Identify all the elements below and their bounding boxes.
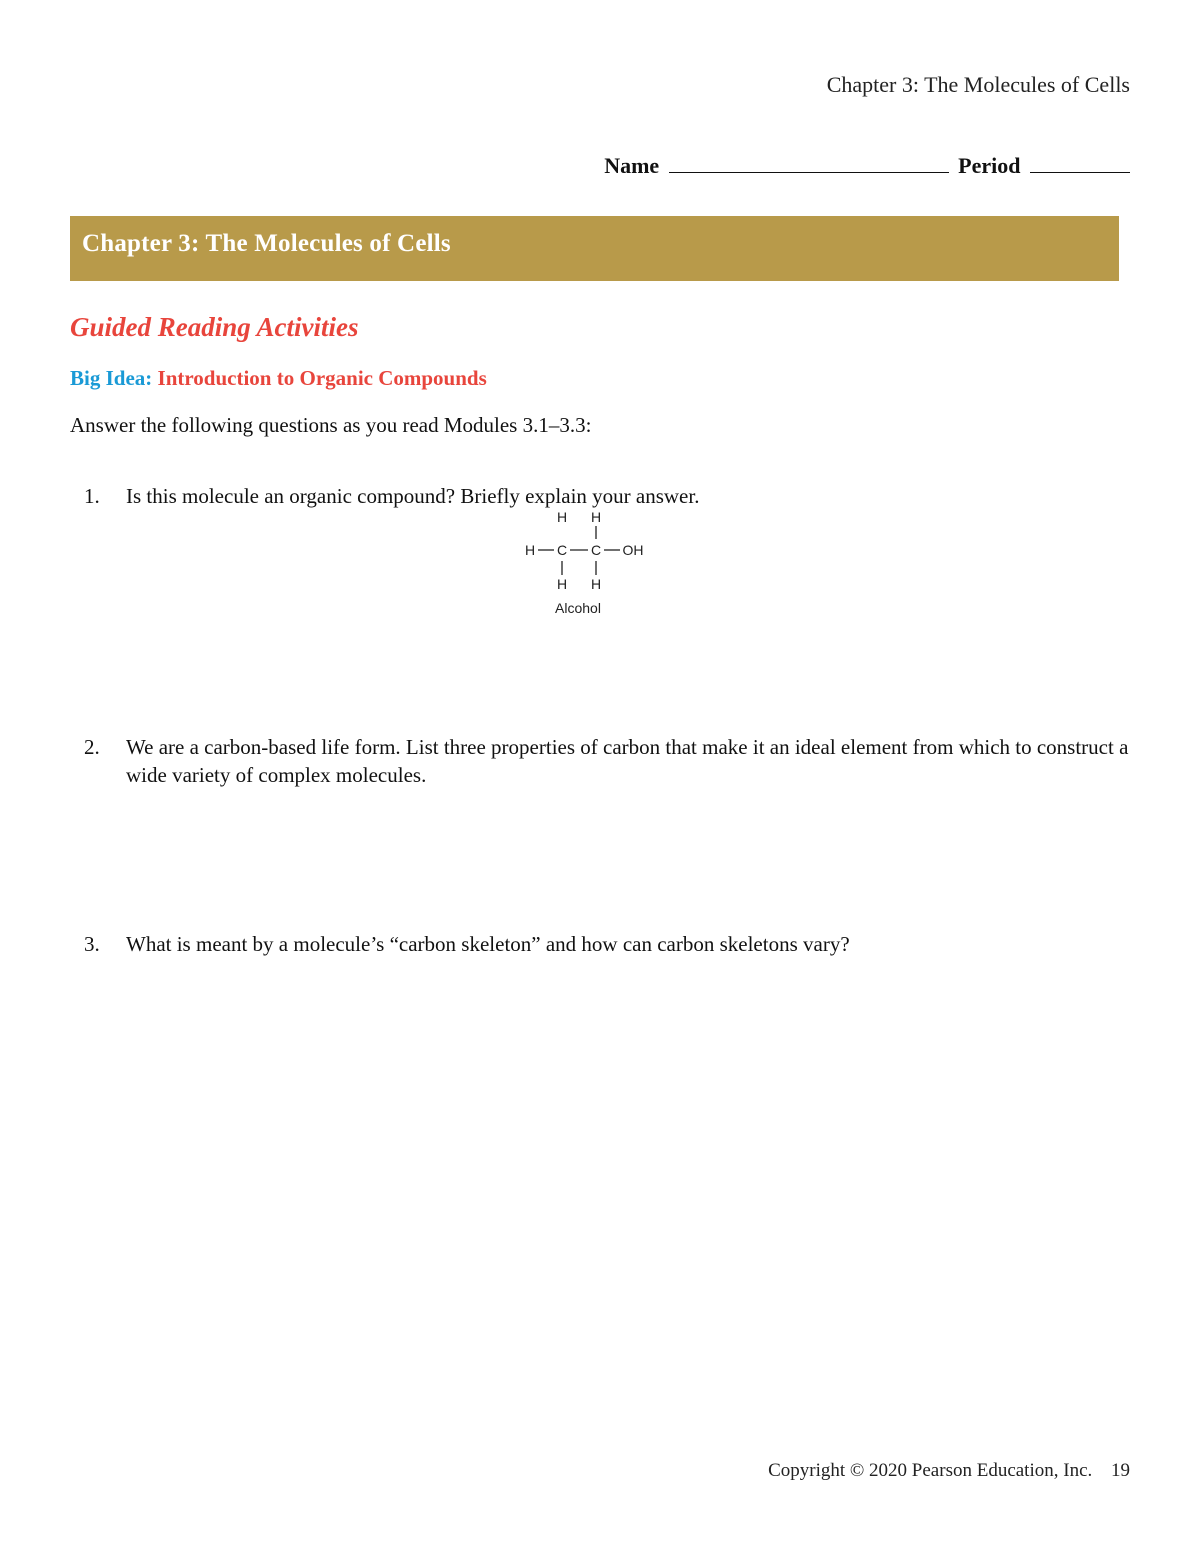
chapter-banner [70,216,1119,281]
page-number: 19 [1111,1460,1130,1481]
question-number: 2. [84,735,100,759]
big-idea [70,366,487,391]
page-footer [768,1460,1130,1482]
big-idea-text: Introduction to Organic Compounds [157,366,487,390]
atom-h-bottom-2: H [590,576,602,592]
question-3 [84,930,1134,958]
question-text: What is meant by a molecule’s “carbon skeleton” and how can carbon skeletons vary? [126,932,850,956]
atom-h-bottom-1: H [556,576,568,592]
bonds [538,526,620,575]
name-period-line [604,152,1130,179]
copyright-notice: Copyright © 2020 Pearson Education, Inc. [768,1460,1093,1481]
molecule-caption: Alcohol [555,600,601,616]
instructions: Answer the following questions as you read Modules 3.1–3.3: [70,413,592,437]
atom-h-top-1: H [556,509,568,525]
period-label: Period [958,153,1021,178]
atom-c2: C [590,542,602,558]
big-idea-label: Big Idea: [70,366,153,390]
name-blank[interactable] [669,152,949,173]
atom-oh: OH [622,542,644,558]
running-head: Chapter 3: The Molecules of Cells [826,72,1130,97]
atom-h-top-2: H [590,509,602,525]
question-text: Is this molecule an organic compound? Briefly explain your answer. [126,484,700,508]
question-number: 1. [84,484,100,508]
atom-h-left: H [524,542,536,558]
atom-c1: C [556,542,568,558]
name-label: Name [604,153,660,178]
banner-title: Chapter 3: The Molecules of Cells [82,230,451,257]
question-2 [84,733,1134,789]
alcohol-structure-diagram [515,503,655,623]
period-blank[interactable] [1030,152,1130,173]
section-title: Guided Reading Activities [70,312,359,342]
question-number: 3. [84,932,100,956]
question-text: We are a carbon-based life form. List three properties of carbon that make it an ideal element from which to construct a wide variety of complex molecules. [126,735,1129,787]
